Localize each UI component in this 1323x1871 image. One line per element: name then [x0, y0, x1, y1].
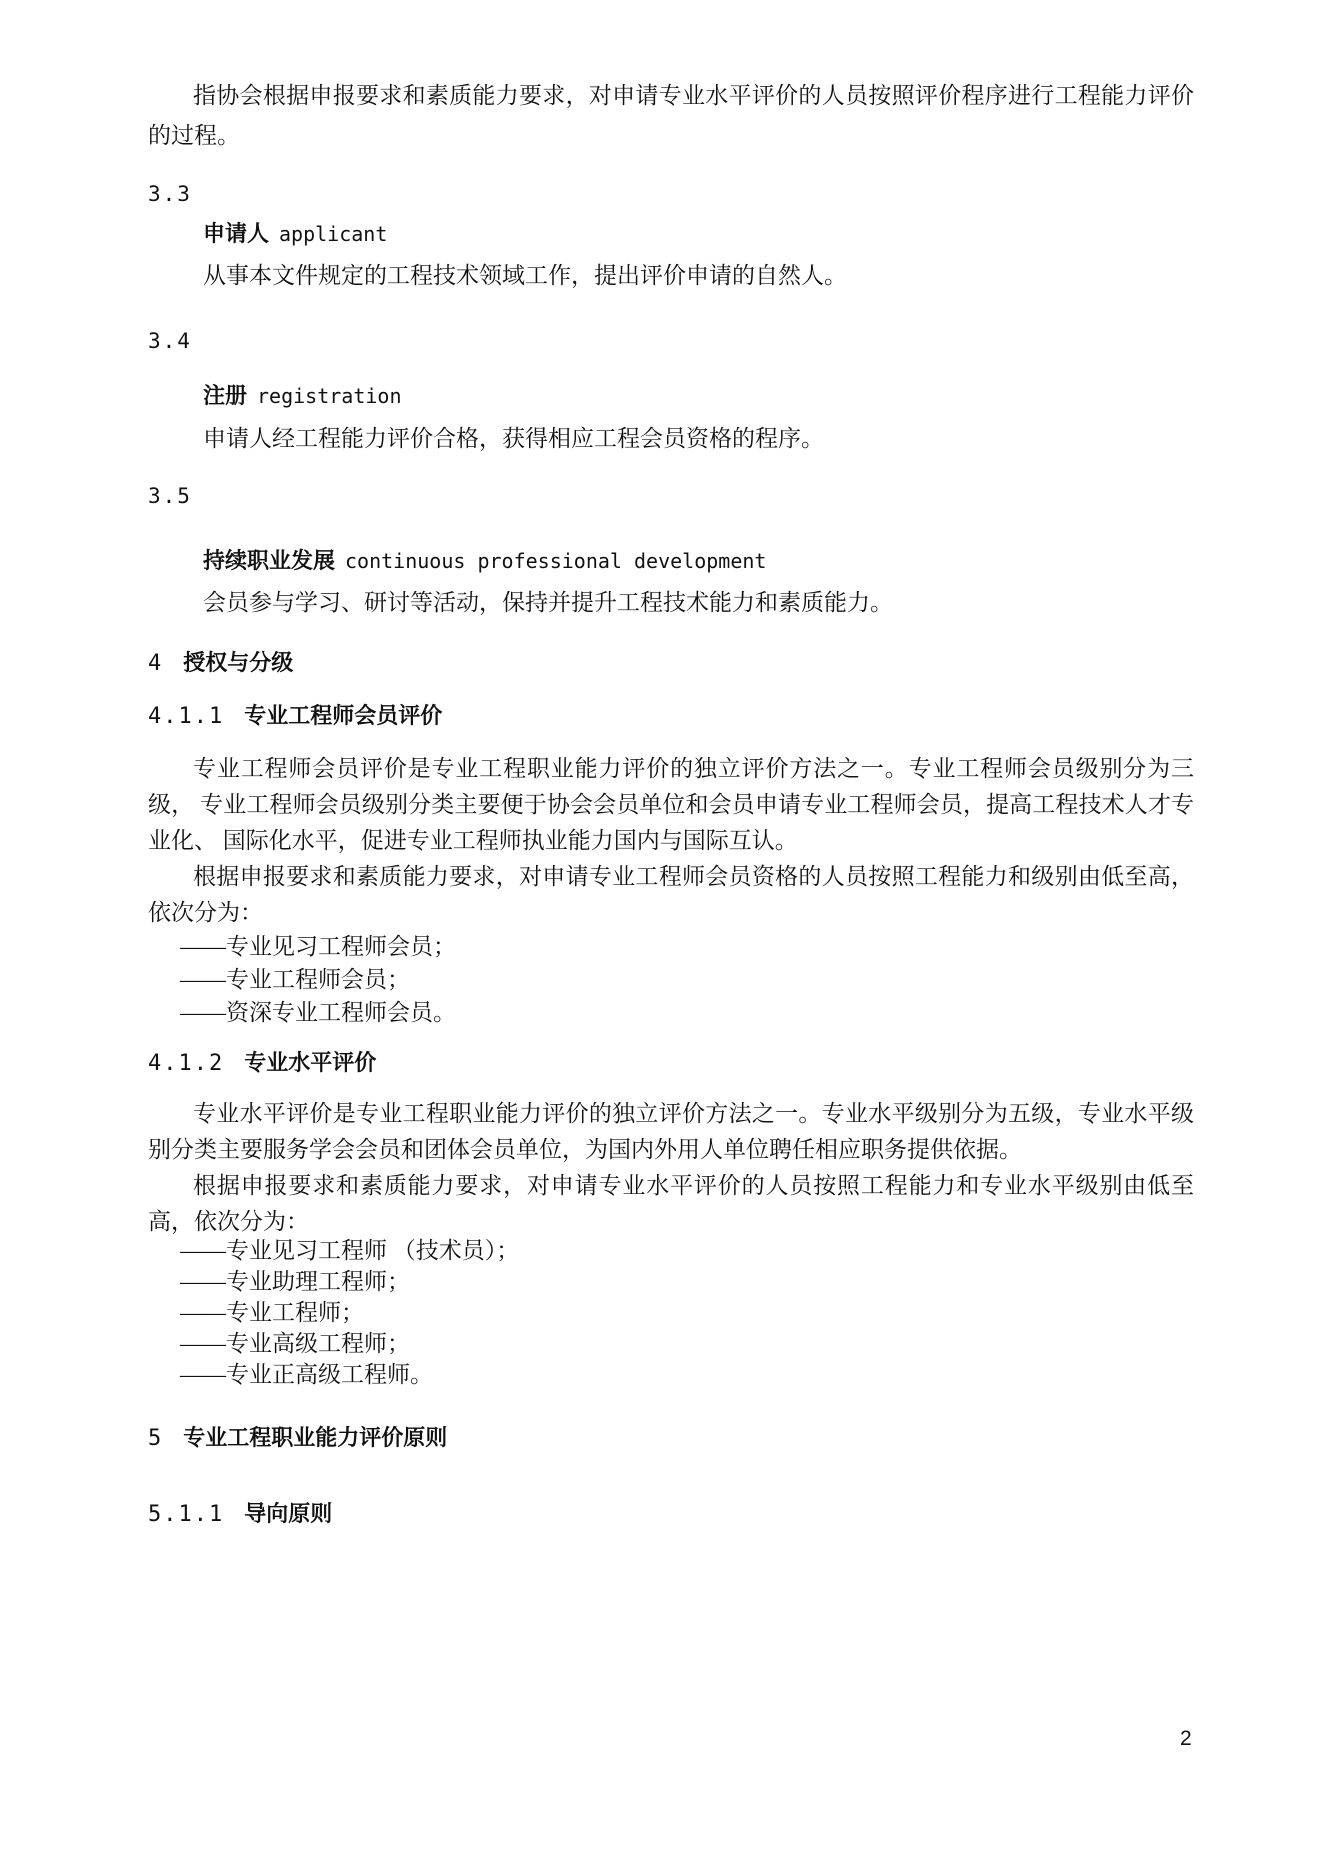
paragraph-text: 专业水平评价是专业工程职业能力评价的独立评价方法之一。专业水平级别分为五级，专业水平级别分类主要服务学会会员和团体会员单位，为国内外用人单位聘任相应职务提供依据。 [148, 1101, 1194, 1162]
term-zh: 注册 [203, 383, 248, 408]
section-heading-4 [148, 648, 1194, 679]
subsection-number: 4.1.1 [148, 704, 225, 729]
list-item: ——专业见习工程师 （技术员）； [180, 1238, 520, 1263]
subsection-number: 5.1.1 [148, 1502, 225, 1527]
list-item: ——资深专业工程师会员。 [180, 1000, 456, 1025]
list-item: ——专业助理工程师； [180, 1269, 410, 1294]
subsection-title: 专业水平评价 [244, 1050, 377, 1075]
member-level-list [148, 930, 1194, 1029]
term-zh: 申请人 [203, 221, 270, 246]
term-definition-3-4: 申请人经工程能力评价合格，获得相应工程会员资格的程序。 [203, 426, 824, 451]
section-number: 5 [148, 1426, 164, 1451]
list-item: ——专业高级工程师； [180, 1331, 410, 1356]
list-item: ——专业工程师会员； [180, 967, 410, 992]
paragraph-text: 指协会根据申报要求和素质能力要求，对申请专业水平评价的人员按照评价程序进行工程能力评价的过程。 [148, 83, 1194, 148]
page-number: 2 [1180, 1727, 1192, 1750]
subsection-heading-5-1-1 [148, 1499, 1194, 1530]
section-number: 4 [148, 651, 164, 676]
term-heading-3-4 [148, 381, 1249, 411]
clause-number-3-4: 3.4 [148, 329, 192, 353]
section-title: 授权与分级 [183, 650, 294, 675]
intro-paragraph [148, 76, 1194, 156]
term-definition-3-5: 会员参与学习、研讨等活动，保持并提升工程技术能力和素质能力。 [203, 590, 893, 615]
subsection-4-1-2-body [148, 1096, 1194, 1240]
list-item: ——专业见习工程师会员； [180, 934, 456, 959]
term-heading-3-5 [148, 546, 1249, 576]
subsection-title: 导向原则 [244, 1501, 333, 1526]
section-title: 专业工程职业能力评价原则 [183, 1425, 448, 1450]
term-heading-3-3 [148, 219, 1249, 249]
subsection-number: 4.1.2 [148, 1051, 225, 1076]
term-en: continuous professional development [345, 549, 767, 573]
clause-number-3-3: 3.3 [148, 182, 192, 206]
subsection-title: 专业工程师会员评价 [244, 703, 443, 728]
subsection-4-1-1-body [148, 751, 1194, 931]
paragraph-text: 根据申报要求和素质能力要求，对申请专业工程师会员资格的人员按照工程能力和级别由低至高， 依次分为： [148, 864, 1194, 925]
list-item: ——专业工程师； [180, 1300, 364, 1325]
professional-level-list [148, 1235, 1194, 1390]
subsection-heading-4-1-2 [148, 1048, 1194, 1079]
term-en: applicant [279, 222, 388, 246]
term-en: registration [257, 384, 402, 408]
paragraph-text: 专业工程师会员评价是专业工程职业能力评价的独立评价方法之一。专业工程师会员级别分为三级， 专业工程师会员级别分类主要便于协会会员单位和会员申请专业工程师会员，提高工程技术人才专业化、 国际化水平，促进专业工程师执业能力国内与国际互认。 [148, 756, 1194, 853]
term-definition-3-3: 从事本文件规定的工程技术领域工作，提出评价申请的自然人。 [203, 263, 847, 288]
section-heading-5 [148, 1423, 1194, 1454]
clause-number-3-5: 3.5 [148, 484, 192, 508]
subsection-heading-4-1-1 [148, 701, 1194, 732]
term-zh: 持续职业发展 [203, 548, 336, 573]
paragraph-text: 根据申报要求和素质能力要求，对申请专业水平评价的人员按照工程能力和专业水平级别由低至高，依次分为： [148, 1173, 1194, 1234]
list-item: ——专业正高级工程师。 [180, 1362, 433, 1387]
